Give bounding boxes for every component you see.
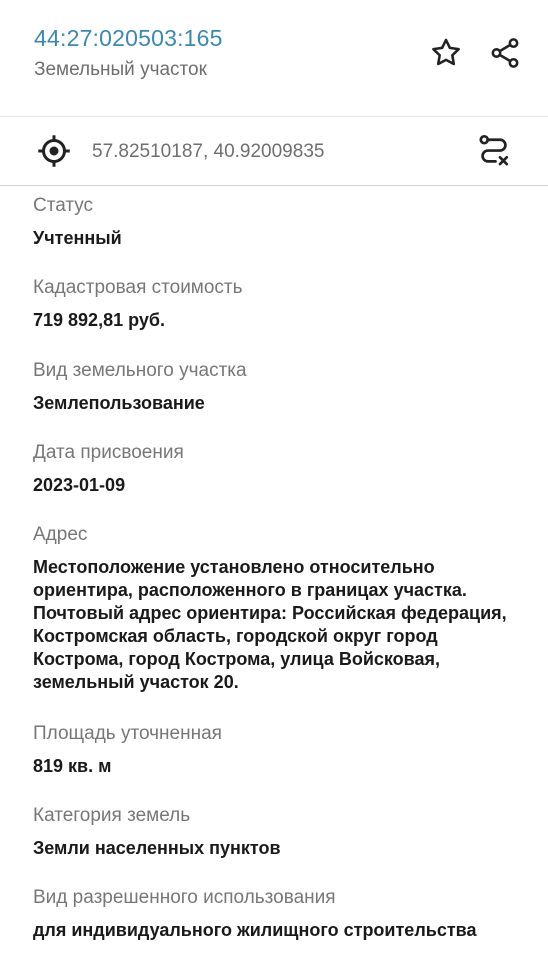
locate-button[interactable] xyxy=(32,129,76,173)
field-label: Адрес xyxy=(33,524,88,545)
field-value: Землепользование xyxy=(33,393,205,413)
field-label: Дата присвоения xyxy=(33,442,184,463)
route-button[interactable] xyxy=(472,129,516,173)
field-cadastral-cost xyxy=(33,276,243,332)
field-address xyxy=(33,523,533,694)
field-label: Площадь уточненная xyxy=(33,723,222,744)
field-area xyxy=(33,722,222,778)
address-line: ориентира, расположенного в границах участка. xyxy=(33,580,467,600)
field-label: Статус xyxy=(33,195,94,216)
field-value: Учтенный xyxy=(33,228,122,248)
route-icon xyxy=(476,133,512,169)
field-land-kind xyxy=(33,359,247,415)
address-line: Костромская область, городской округ город xyxy=(33,626,438,646)
share-button[interactable] xyxy=(483,31,527,75)
address-value xyxy=(33,556,533,694)
field-assign-date xyxy=(33,441,184,497)
field-label: Кадастровая стоимость xyxy=(33,277,243,298)
address-line: Почтовый адрес ориентира: Российская федерация, xyxy=(33,603,507,623)
field-value: 819 кв. м xyxy=(33,756,112,776)
share-icon xyxy=(488,36,522,70)
field-label: Вид разрешенного использования xyxy=(33,887,336,908)
field-label: Вид земельного участка xyxy=(33,360,247,381)
field-value: 2023-01-09 xyxy=(33,475,126,495)
field-value: для индивидуального жилищного строительства xyxy=(33,920,477,940)
field-label: Категория земель xyxy=(33,805,191,826)
address-line: земельный участок 20. xyxy=(33,672,239,692)
field-value: Земли населенных пунктов xyxy=(33,838,281,858)
cadastral-number[interactable]: 44:27:020503:165 xyxy=(34,25,223,51)
object-type: Земельный участок xyxy=(34,59,207,80)
field-value: 719 892,81 руб. xyxy=(33,310,165,330)
crosshair-target-icon xyxy=(36,133,72,169)
coordinates-bar xyxy=(0,117,548,186)
field-status xyxy=(33,194,122,250)
favorite-button[interactable] xyxy=(424,31,468,75)
field-permitted-use xyxy=(33,886,533,942)
field-land-category xyxy=(33,804,281,860)
star-outline-icon xyxy=(429,36,463,70)
object-header xyxy=(0,0,548,117)
address-line: Местоположение установлено относительно xyxy=(33,557,435,577)
address-line: Кострома, город Кострома, улица Войсковая, xyxy=(33,649,441,669)
coordinates-text[interactable]: 57.82510187, 40.92009835 xyxy=(92,141,325,162)
